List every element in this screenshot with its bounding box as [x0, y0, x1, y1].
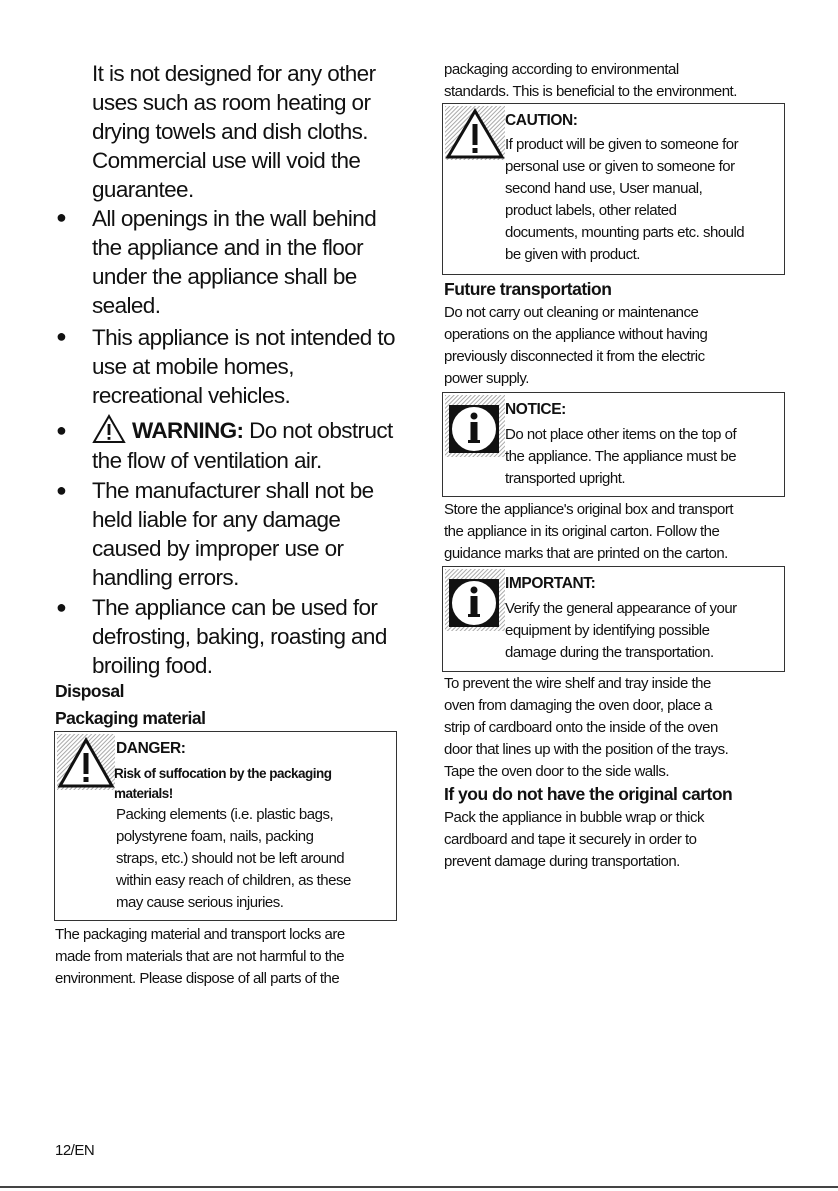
important-line: equipment by identifying possible: [505, 622, 710, 639]
danger-line: Packing elements (i.e. plastic bags,: [116, 806, 334, 823]
warning-label: WARNING:: [132, 418, 244, 443]
body-line: cardboard and tape it securely in order to: [444, 831, 697, 848]
caution-line: personal use or given to someone for: [505, 158, 735, 175]
notice-line: Do not place other items on the top of: [505, 426, 737, 443]
danger-icon: [57, 734, 115, 795]
body-line: Tape the oven door to the side walls.: [444, 763, 669, 780]
bullet-text: sealed.: [92, 293, 161, 318]
important-line: damage during the transportation.: [505, 644, 714, 661]
caution-title: CAUTION:: [505, 112, 578, 129]
danger-title: DANGER:: [116, 740, 186, 757]
bullet-text: defrosting, baking, roasting and: [92, 624, 387, 649]
body-line: strip of cardboard onto the inside of the oven: [444, 719, 718, 736]
intro-line: drying towels and dish cloths.: [92, 119, 368, 144]
body-line: Store the appliance's original box and transport: [444, 501, 734, 518]
bullet-dot: ●: [56, 420, 67, 440]
body-line: To prevent the wire shelf and tray inside the: [444, 675, 711, 692]
bullet-text: All openings in the wall behind: [92, 206, 377, 231]
info-icon: [445, 569, 505, 636]
bullet-text: recreational vehicles.: [92, 383, 291, 408]
danger-box: [54, 731, 397, 921]
bullet-text: This appliance is not intended to: [92, 325, 395, 350]
page-number: 12/EN: [55, 1142, 95, 1159]
no-carton-heading: If you do not have the original carton: [444, 784, 733, 804]
danger-bold-line: Risk of suffocation by the packaging: [114, 766, 332, 781]
body-line: power supply.: [444, 370, 529, 387]
caution-line: product labels, other related: [505, 202, 677, 219]
body-line: previously disconnected it from the electric: [444, 348, 705, 365]
caution-line: be given with product.: [505, 246, 640, 263]
body-line: guidance marks that are printed on the carton.: [444, 545, 728, 562]
bullet-dot: ●: [56, 326, 67, 346]
bullet-text: use at mobile homes,: [92, 354, 294, 379]
danger-bold-line: materials!: [114, 786, 173, 801]
important-title: IMPORTANT:: [505, 575, 596, 592]
important-box: [442, 566, 785, 672]
warning-rest: Do not obstruct: [243, 418, 393, 443]
bullet-dot: ●: [56, 207, 67, 227]
danger-line: straps, etc.) should not be left around: [116, 850, 345, 867]
info-icon: [445, 395, 505, 462]
warning-icon: [92, 414, 126, 449]
future-transport-heading: Future transportation: [444, 279, 612, 299]
caution-line: second hand use, User manual,: [505, 180, 703, 197]
body-line: operations on the appliance without having: [444, 326, 708, 343]
notice-line: transported upright.: [505, 470, 626, 487]
notice-title: NOTICE:: [505, 401, 566, 418]
intro-line: guarantee.: [92, 177, 194, 202]
body-line: prevent damage during transportation.: [444, 853, 680, 870]
caution-icon: [445, 106, 505, 165]
body-line: The packaging material and transport locks are: [55, 926, 345, 943]
body-line: oven from damaging the oven door, place a: [444, 697, 713, 714]
packaging-heading: Packaging material: [55, 708, 206, 728]
caution-box: [442, 103, 785, 275]
disposal-heading: Disposal: [55, 681, 124, 701]
bullet-text: under the appliance shall be: [92, 264, 357, 289]
body-line: Do not carry out cleaning or maintenance: [444, 304, 699, 321]
caution-line: If product will be given to someone for: [505, 136, 739, 153]
bullet-text: held liable for any damage: [92, 507, 341, 532]
caution-line: documents, mounting parts etc. should: [505, 224, 745, 241]
bullet-text: the appliance and in the floor: [92, 235, 363, 260]
bullet-text: The appliance can be used for: [92, 595, 378, 620]
danger-line: may cause serious injuries.: [116, 894, 284, 911]
bullet-text: handling errors.: [92, 565, 239, 590]
body-line: Pack the appliance in bubble wrap or thick: [444, 809, 705, 826]
bullet-text: broiling food.: [92, 653, 213, 678]
notice-box: [442, 392, 785, 497]
bullet-text: The manufacturer shall not be: [92, 478, 374, 503]
intro-line: It is not designed for any other: [92, 61, 376, 86]
danger-line: polystyrene foam, nails, packing: [116, 828, 314, 845]
intro-line: uses such as room heating or: [92, 90, 371, 115]
bullet-text: caused by improper use or: [92, 536, 344, 561]
important-line: Verify the general appearance of your: [505, 600, 737, 617]
body-line: standards. This is beneficial to the environment.: [444, 83, 737, 100]
bullet-dot: ●: [56, 480, 67, 500]
intro-line: Commercial use will void the: [92, 148, 361, 173]
danger-line: within easy reach of children, as these: [116, 872, 351, 889]
body-line: the appliance in its original carton. Follow the: [444, 523, 720, 540]
page-bottom-rule: [0, 1186, 838, 1188]
body-line: environment. Please dispose of all parts of the: [55, 970, 340, 987]
bullet-dot: ●: [56, 597, 67, 617]
bullet-text: the flow of ventilation air.: [92, 448, 322, 473]
warning-line: [132, 416, 393, 445]
body-line: packaging according to environmental: [444, 61, 679, 78]
notice-line: the appliance. The appliance must be: [505, 448, 737, 465]
body-line: made from materials that are not harmful to the: [55, 948, 345, 965]
body-line: door that lines up with the position of the trays.: [444, 741, 729, 758]
